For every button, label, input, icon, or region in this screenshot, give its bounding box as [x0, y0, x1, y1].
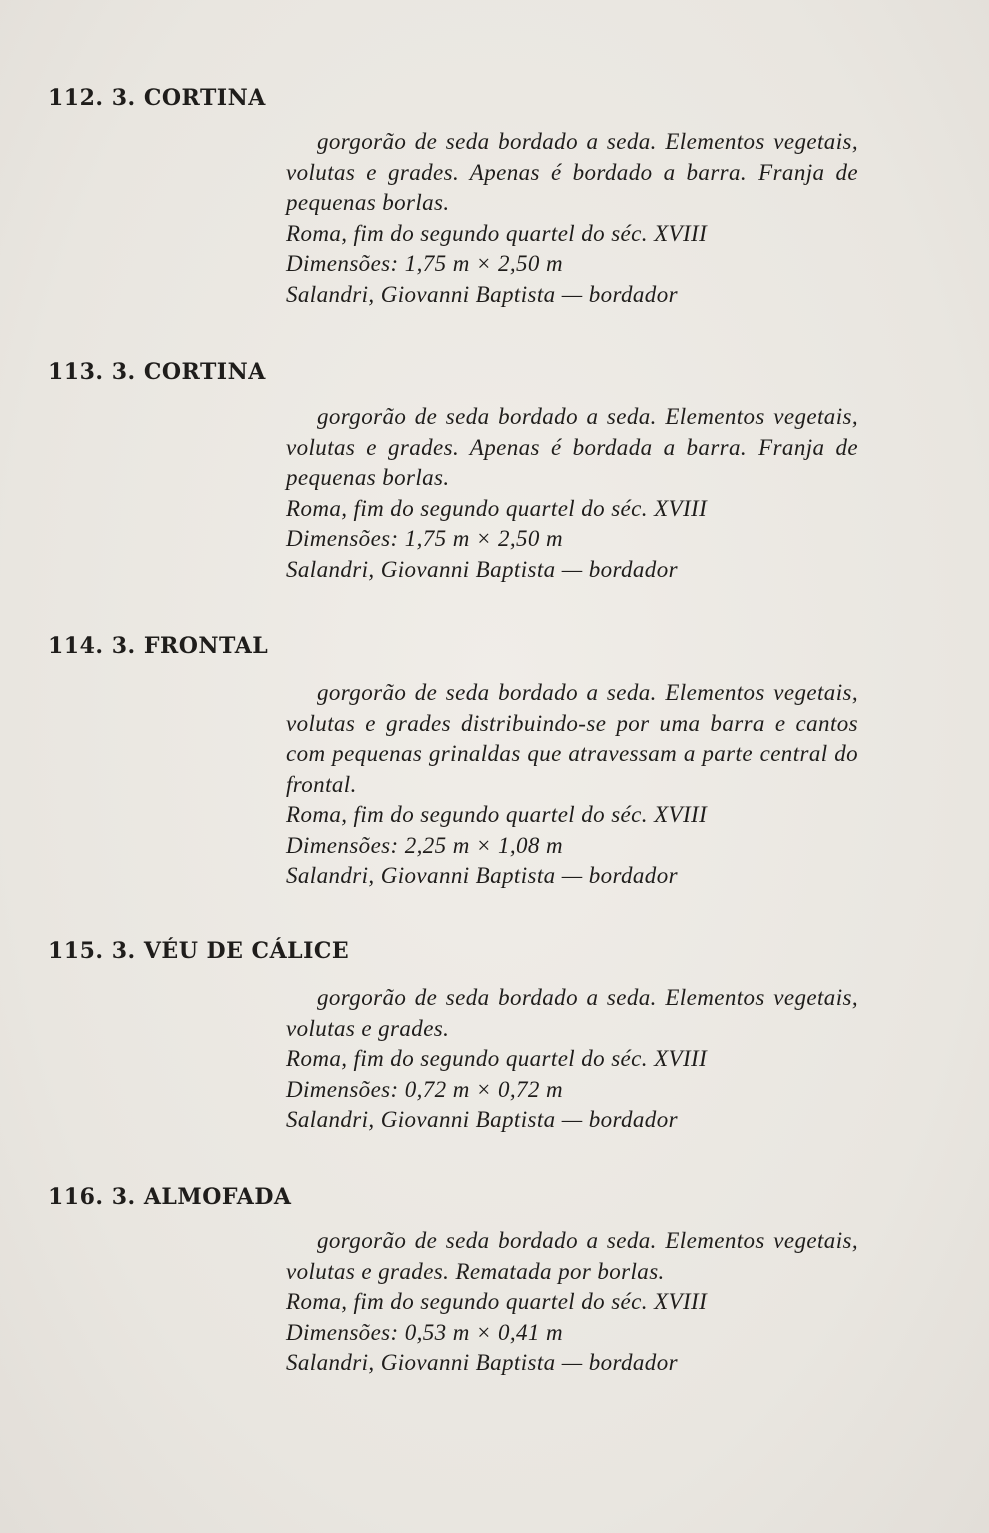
entry-heading: 115. 3. VÉU DE CÁLICE: [48, 938, 350, 964]
entry-origin: Roma, fim do segundo quartel do séc. XVIII: [286, 495, 708, 521]
entry-origin: Roma, fim do segundo quartel do séc. XVIII: [286, 802, 708, 827]
entry-dimensions: Dimensões: 1,75 m × 2,50 m: [286, 526, 563, 551]
entry-description: gorgorão de seda bordado a seda. Elementos vegetais, volutas e grades.: [286, 985, 858, 1041]
entry-body: [286, 402, 858, 585]
entry-heading: 112. 3. CORTINA: [48, 85, 266, 111]
entry-author: Salandri, Giovanni Baptista — bordador: [286, 281, 678, 307]
entry-dimensions: Dimensões: 0,72 m × 0,72 m: [286, 1076, 563, 1102]
entry-origin: Roma, fim do segundo quartel do séc. XVIII: [286, 1289, 708, 1314]
entry-author: Salandri, Giovanni Baptista — bordador: [286, 556, 678, 582]
entry-dimensions: Dimensões: 2,25 m × 1,08 m: [286, 832, 563, 858]
entry-author: Salandri, Giovanni Baptista — bordador: [286, 1107, 678, 1132]
entry-dimensions: Dimensões: 0,53 m × 0,41 m: [286, 1319, 563, 1345]
entry-description: gorgorão de seda bordado a seda. Elementos vegetais, volutas e grades distribuindo-se por uma barra e cantos com pequenas grinaldas que atravessam a parte central do frontal.: [286, 680, 858, 797]
entry-description: gorgorão de seda bordado a seda. Elementos vegetais, volutas e grades. Apenas é bordado a barra. Franja de pequenas borlas.: [286, 129, 858, 215]
entry-heading: 116. 3. ALMOFADA: [48, 1184, 292, 1210]
entry-body: [286, 1226, 858, 1379]
entry-author: Salandri, Giovanni Baptista — bordador: [286, 863, 678, 888]
entry-origin: Roma, fim do segundo quartel do séc. XVIII: [286, 1046, 708, 1071]
entry-heading: 113. 3. CORTINA: [48, 359, 266, 385]
entry-body: [286, 983, 858, 1136]
entry-body: [286, 127, 858, 310]
entry-dimensions: Dimensões: 1,75 m × 2,50 m: [286, 251, 563, 276]
entry-heading: 114. 3. FRONTAL: [48, 633, 269, 659]
entry-description: gorgorão de seda bordado a seda. Elementos vegetais, volutas e grades. Rematada por borlas.: [286, 1228, 858, 1284]
entry-author: Salandri, Giovanni Baptista — bordador: [286, 1350, 678, 1375]
entry-description: gorgorão de seda bordado a seda. Elementos vegetais, volutas e grades. Apenas é bordada a barra. Franja de pequenas borlas.: [286, 404, 858, 490]
entry-body: [286, 678, 858, 892]
entry-origin: Roma, fim do segundo quartel do séc. XVIII: [286, 220, 708, 246]
